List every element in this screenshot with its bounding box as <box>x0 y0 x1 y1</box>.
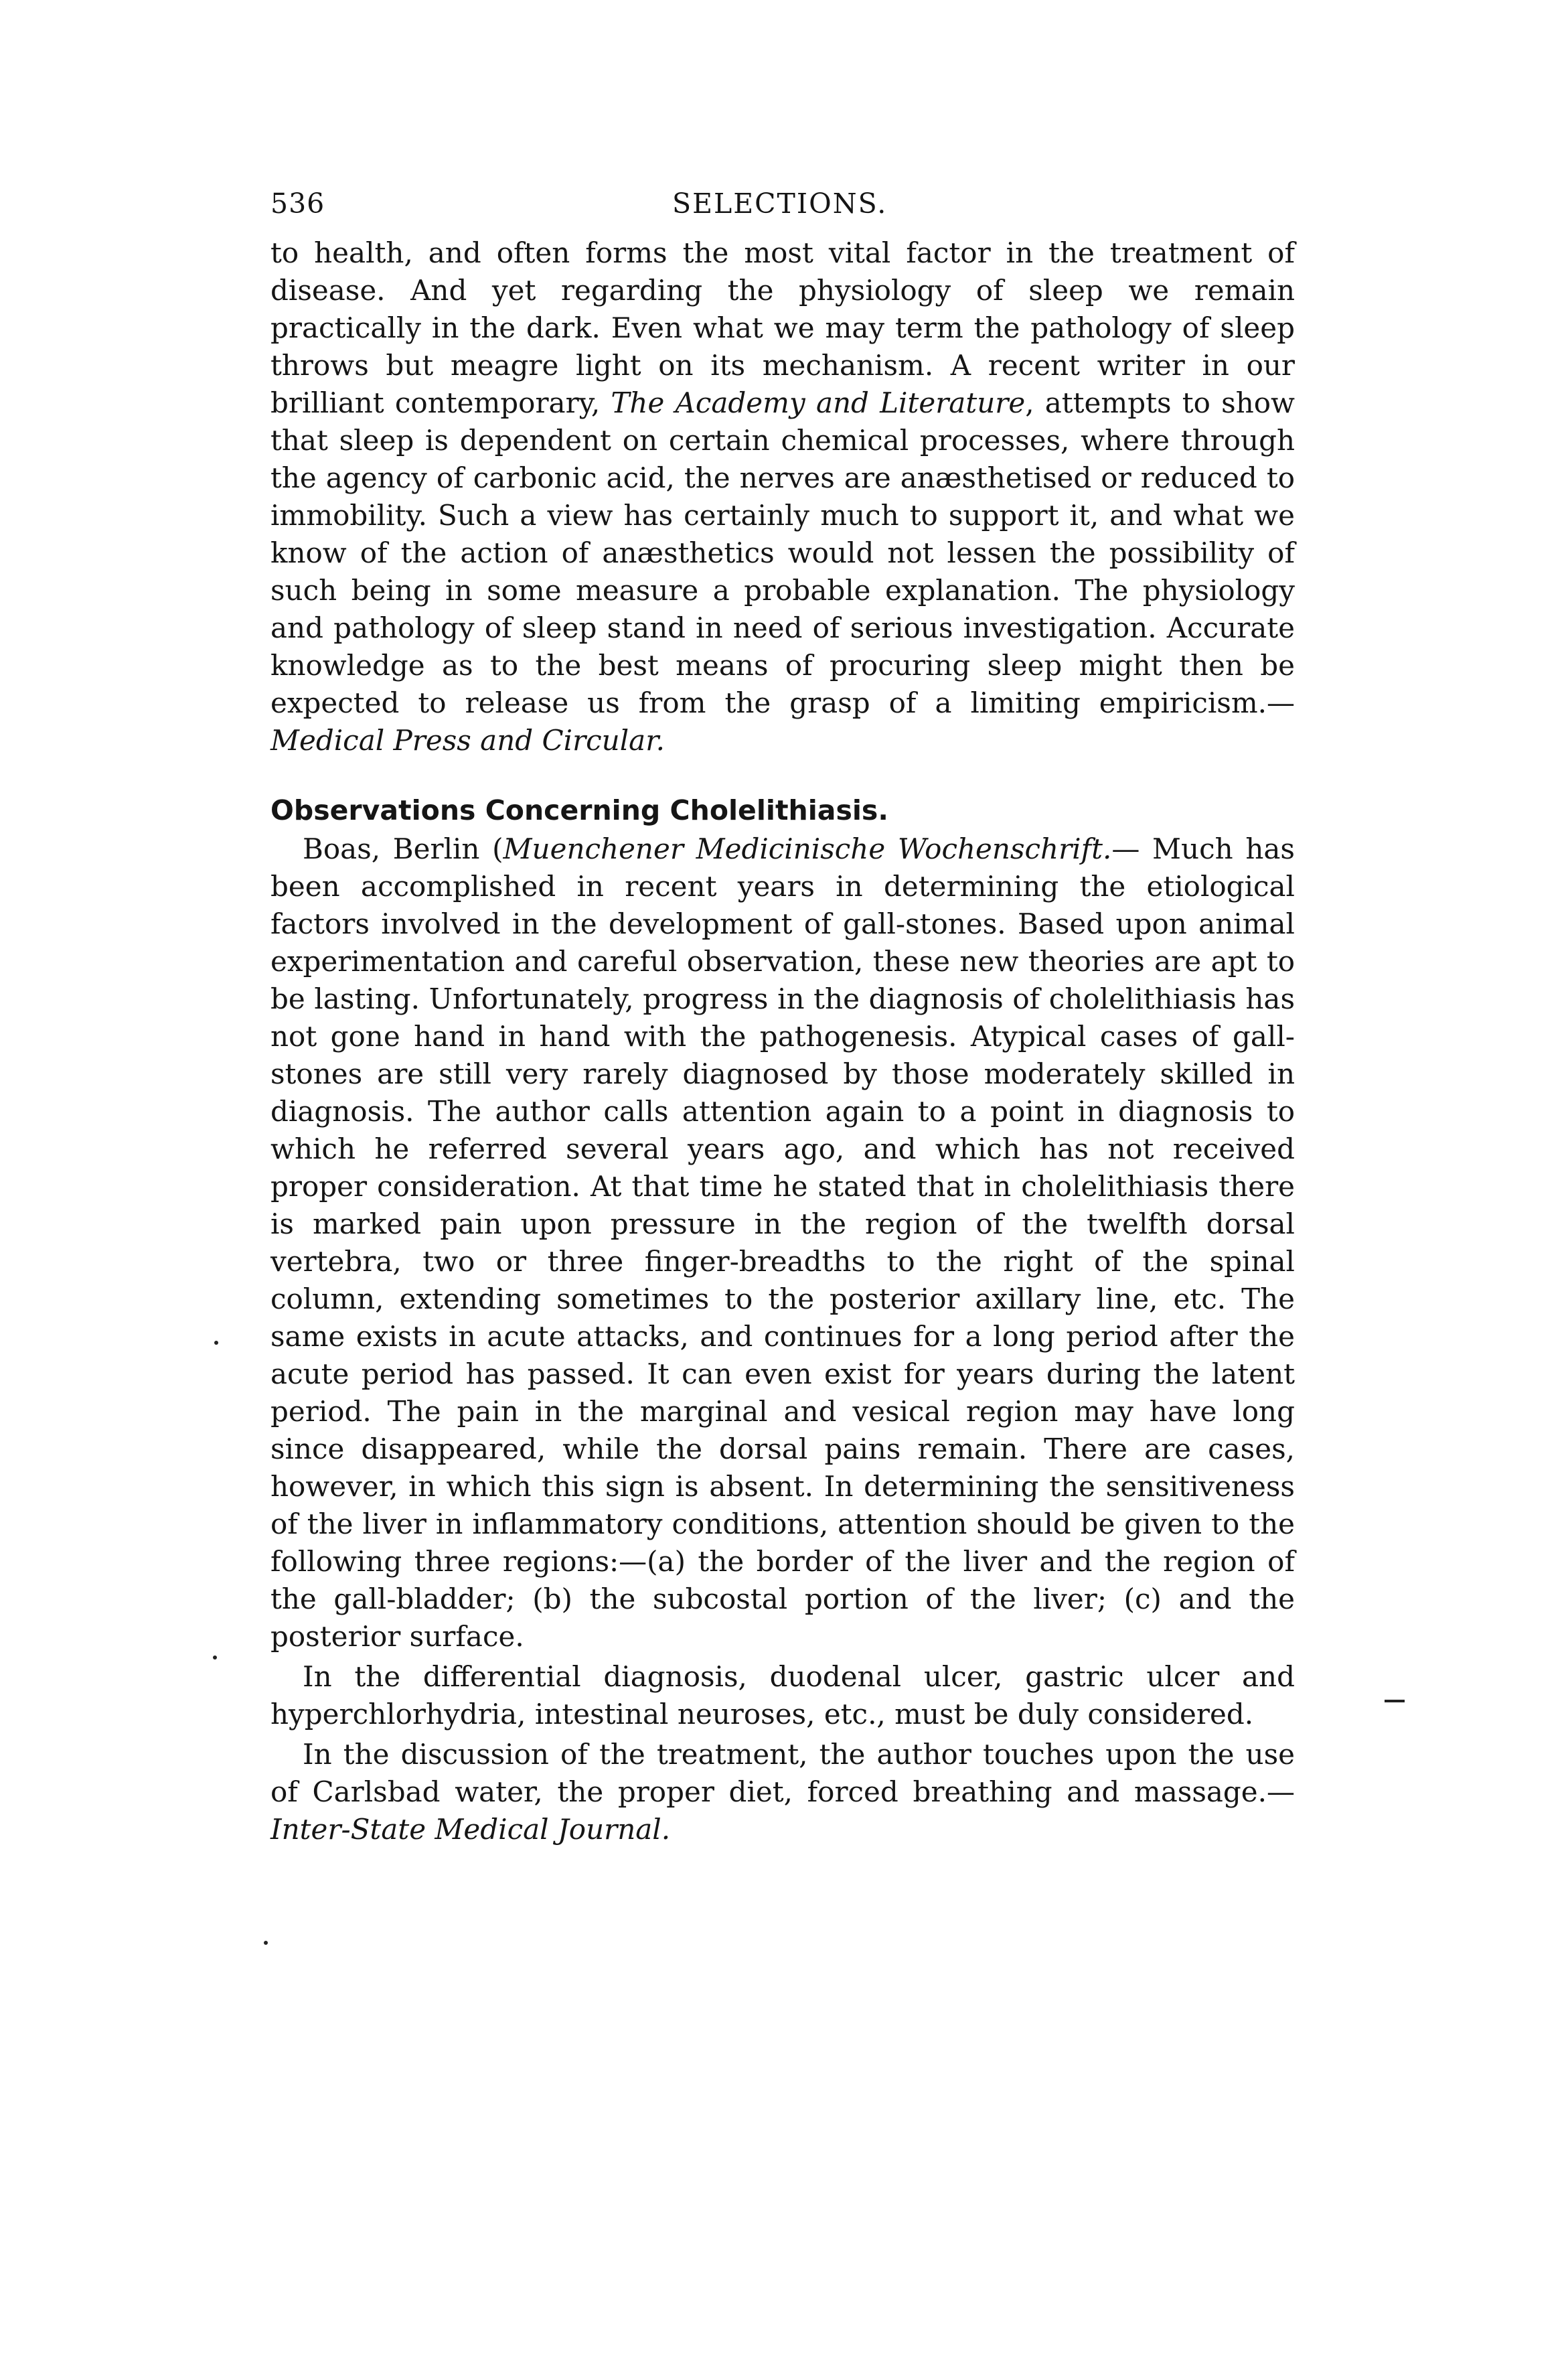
sleep-text-part-2: , attempts to show that sleep is dependent on certain chemical processes, where through the agency of carbonic acid, the nerves are anæsthetised or reduced to immobility. Such a view has certainly much to support it, and what we know of the action of anæsthetics would not lessen the possibility of such being in some measure a probable explanation. The physiology and pathology of sleep stand in need of serious investigation. Accurate knowledge as to the best means of procuring sleep might then be expected to release us from the grasp of a limiting empiricism.— <box>270 386 1296 719</box>
sleep-text-part-1: to health, and often forms the most vital factor in the treatment of disease. And yet regarding the physiology of sleep we remain practically in the dark. Even what we may term the pathology of sleep throws but meagre light on its mechanism. A recent writer in our brilliant contemporary, <box>270 236 1295 419</box>
cholelithiasis-body-text: Much has been accomplished in recent years in determining the etiological factors involved in the development of gall-stones. Based upon animal experimentation and careful observation, these new theories are apt to be lasting. Unfortunately, progress in the diagnosis of cholelithiasis has not gone hand in hand with the pathogenesis. Atypical cases of gall-stones are still very rarely diagnosed by those moderately skilled in diagnosis. The author calls attention again to a point in diagnosis to which he referred several years ago, and which has not received proper consideration. At that time he stated that in cholelithiasis there is marked pain upon pressure in the region of the twelfth dorsal vertebra, two or three finger-breadths to the right of the spinal column, extending sometimes to the posterior axillary line, etc. The same exists in acute attacks, and continues for a long period after the acute period has passed. It can even exist for years during the latent period. The pain in the marginal and vesical region may have long since disappeared, while the dorsal pains remain. There are cases, however, in which this sign is absent. In determining the sensitiveness of the liver in inflammatory conditions, attention should be given to the following three regions:—(a) the border of the liver and the region of the gall-bladder; (b) the subcostal portion of the liver; (c) and the posterior surface. <box>270 832 1295 1653</box>
author-place: Boas, Berlin ( <box>303 832 503 865</box>
book-page <box>270 188 1295 1848</box>
cholelithiasis-paragraph-2: In the differential diagnosis, duodenal ulcer, gastric ulcer and hyperchlorhydria, intestinal neuroses, etc., must be duly considered. <box>270 1660 1295 1731</box>
treatment-text: In the discussion of the treatment, the author touches upon the use of Carlsbad water, the proper diet, forced breathing and massage.— <box>270 1738 1295 1808</box>
margin-dot-left-2 <box>213 1655 217 1660</box>
publication-title: The Academy and Literature <box>611 386 1026 419</box>
author-journal: Muenchener Medicinische Wochenschrift. <box>503 832 1112 865</box>
cholelithiasis-paragraph-1 <box>270 830 1295 1655</box>
page-number: 536 <box>270 188 325 220</box>
cholelithiasis-paragraph-3 <box>270 1736 1295 1848</box>
margin-dot-left-3 <box>264 1941 268 1945</box>
margin-dash-right <box>1385 1700 1405 1702</box>
section-heading: Observations Concerning Cholelithiasis. <box>270 794 888 826</box>
running-title: SELECTIONS. <box>672 188 888 220</box>
author-dash: — <box>1111 832 1140 865</box>
running-head <box>270 188 1295 234</box>
sleep-article-source: Medical Press and Circular. <box>270 724 665 757</box>
margin-dot-left-1 <box>214 1341 218 1345</box>
sleep-article-paragraph <box>270 234 1295 759</box>
cholelithiasis-source: Inter-State Medical Journal. <box>270 1813 671 1846</box>
section-spacer <box>270 759 1295 792</box>
